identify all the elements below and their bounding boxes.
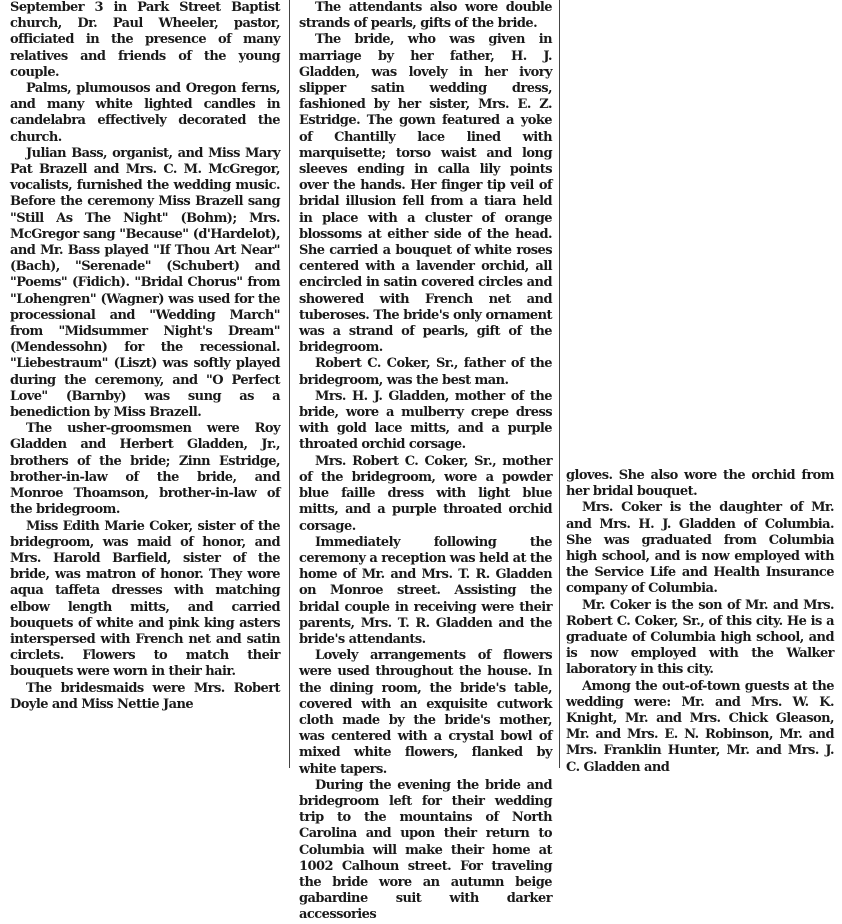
paragraph: The bride, who was given in marriage by her father, H. J. Gladden, was lovely in her ivory slipper satin wedding dress, fashioned by her sister, Mrs. E. Z. Estridge. The gown featured a yoke of Chantilly lace lined with marquisette; torso waist and long sleeves ending in calla lily points over the hands. Her finger tip veil of bridal illusion fell from a tiara held in place with a cluster of orange blossoms at either side of the head. She carried a bouquet of white roses centered with a lavender orchid, all encircled in satin covered circles and showered with French net and tuberoses. The bride's only ornament was a strand of pearls, gift of the bridegroom. — [299, 32, 552, 356]
column-divider — [289, 0, 290, 768]
paragraph: The attendants also wore double strands of pearls, gifts of the bride. — [299, 0, 552, 32]
paragraph: Miss Edith Marie Coker, sister of the bridegroom, was maid of honor, and Mrs. Harold Barfield, sister of the bride, was matron of honor. They wore aqua taffeta dresses with matching elbow length mitts, and carried bouquets of white and pink king asters interspersed with French net and satin circlets. Flowers to match their bouquets were worn in their hair. — [10, 518, 280, 680]
paragraph: Mrs. Coker is the daughter of Mr. and Mrs. H. J. Gladden of Columbia. She was graduated from Columbia high school, and is now employed with the Service Life and Health Insurance company of Columbia. — [566, 500, 834, 597]
paragraph: Lovely arrangements of flowers were used throughout the house. In the dining room, the bride's table, covered with an exquisite cutwork cloth made by the bride's mother, was centered with a crystal bowl of mixed white flowers, flanked by white tapers. — [299, 648, 552, 777]
paragraph: Mrs. H. J. Gladden, mother of the bride, wore a mulberry crepe dress with gold lace mitts, and a purple throated orchid corsage. — [299, 388, 552, 453]
article-column-3 — [566, 468, 834, 775]
paragraph: Julian Bass, organist, and Miss Mary Pat Brazell and Mrs. C. M. McGregor, vocalists, furnished the wedding music. Before the ceremony Miss Brazell sang "Still As The Night" (Bohm); Mrs. McGregor sang "Because" (d'Hardelot), and Mr. Bass played "If Thou Art Near" (Bach), "Serenade" (Schubert) and "Poems" (Fidich). "Bridal Chorus" from "Lohengren" (Wagner) was used for the processional and "Wedding March" from "Midsummer Night's Dream" (Mendessohn) for the recessional. "Liebestraum" (Liszt) was softly played during the ceremony, and "O Perfect Love" (Barnby) was sung as a benediction by Miss Brazell. — [10, 145, 280, 421]
paragraph: During the evening the bride and bridegroom left for their wedding trip to the mountains of North Carolina and upon their return to Columbia will make their home at 1002 Calhoun street. For traveling the bride wore an autumn beige gabardine suit with darker accessories — [299, 777, 552, 923]
paragraph: Immediately following the ceremony a reception was held at the home of Mr. and Mrs. T. R. Gladden on Monroe street. Assisting the bridal couple in receiving were their parents, Mrs. T. R. Gladden and the bride's attendants. — [299, 534, 552, 647]
paragraph: Palms, plumousos and Oregon ferns, and many white lighted candles in candelabra effectively decorated the church. — [10, 81, 280, 145]
paragraph: September 3 in Park Street Baptist church, Dr. Paul Wheeler, pastor, officiated in the presence of many relatives and friends of the young couple. — [10, 0, 280, 80]
paragraph: Among the out-of-town guests at the wedding were: Mr. and Mrs. W. K. Knight, Mr. and Mrs. Chick Gleason, Mr. and Mrs. E. N. Robinson, Mr. and Mrs. Franklin Hunter, Mr. and Mrs. J. C. Gladden and — [566, 678, 834, 775]
article-column-1 — [10, 0, 280, 768]
paragraph: Mrs. Robert C. Coker, Sr., mother of the bridegroom, wore a powder blue faille dress with light blue mitts, and a purple throated orchid corsage. — [299, 453, 552, 534]
paragraph: gloves. She also wore the orchid from her bridal bouquet. — [566, 468, 834, 500]
paragraph: Mr. Coker is the son of Mr. and Mrs. Robert C. Coker, Sr., of this city. He is a graduate of Columbia high school, and is now employed with the Walker laboratory in this city. — [566, 597, 834, 678]
column-divider — [559, 0, 560, 768]
paragraph: The bridesmaids were Mrs. Robert Doyle and Miss Nettie Jane — [10, 680, 280, 712]
article-column-2 — [299, 0, 552, 923]
paragraph: Robert C. Coker, Sr., father of the bridegroom, was the best man. — [299, 356, 552, 388]
paragraph: The usher-groomsmen were Roy Gladden and Herbert Gladden, Jr., brothers of the bride; Zinn Estridge, brother-in-law of the bride, and Monroe Thoamson, brother-in-law of the bridegroom. — [10, 421, 280, 518]
